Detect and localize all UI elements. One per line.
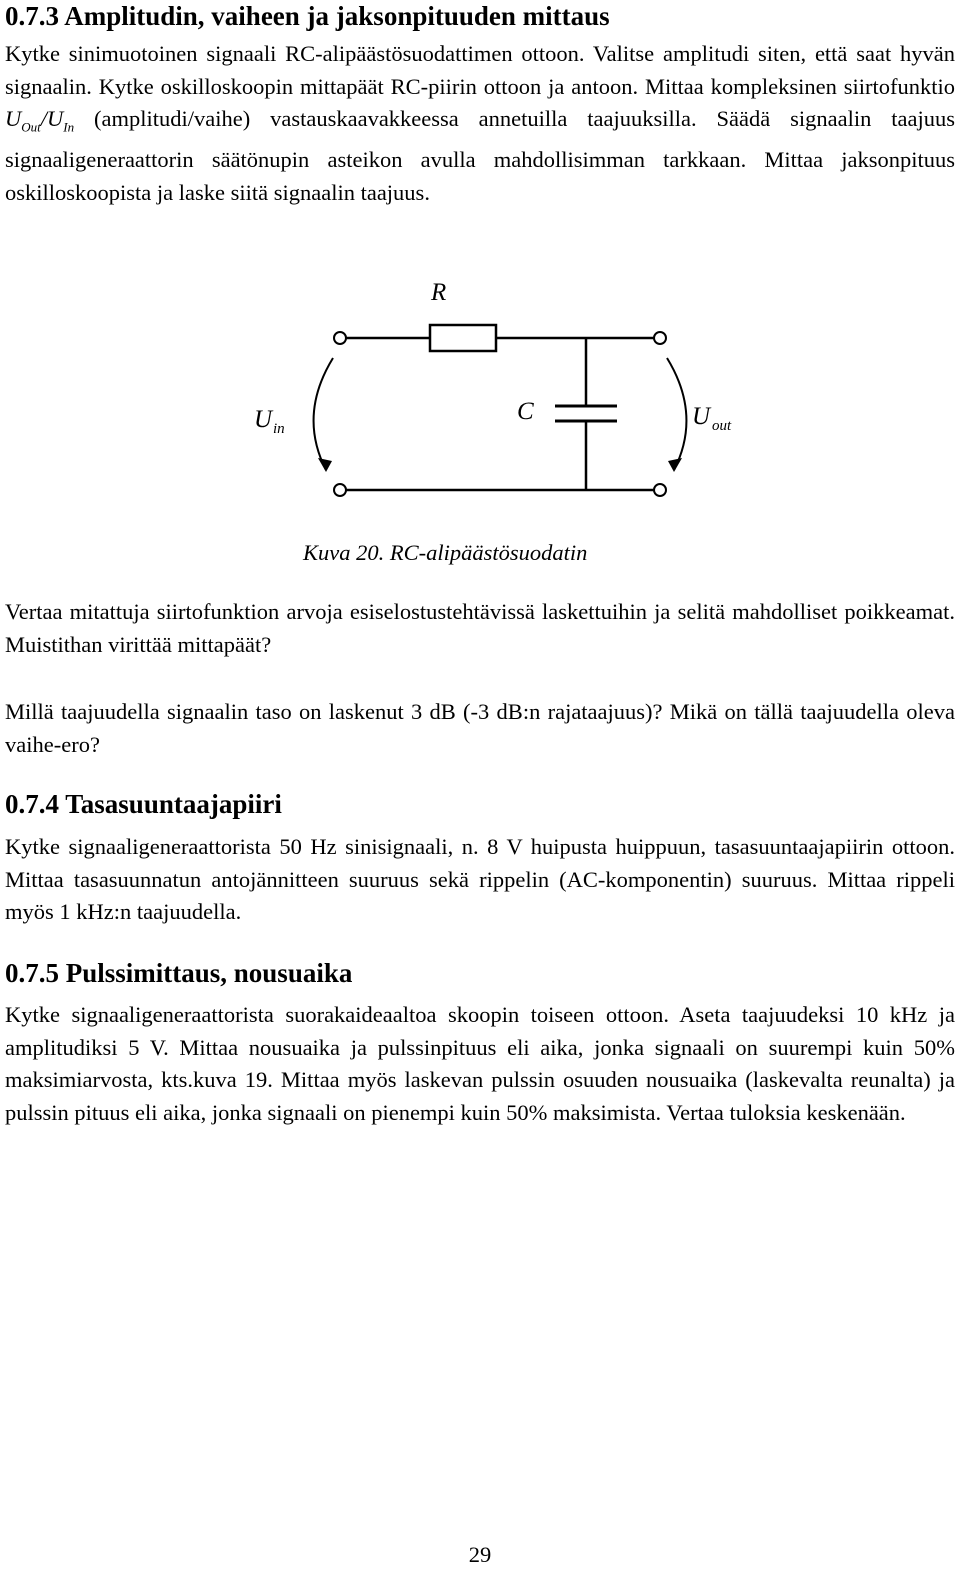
page-number: 29 (468, 1542, 492, 1567)
section-0-7-3-paragraph (5, 38, 955, 209)
figure-caption: Kuva 20. RC-alipäästösuodatin (303, 540, 588, 565)
formula-u-in: U (47, 106, 64, 132)
input-voltage-label: U (254, 406, 273, 433)
output-voltage-label: U (692, 403, 711, 430)
section-heading-0-7-5: 0.7.5 Pulssimittaus, nousuaika (5, 958, 353, 988)
resistor-label: R (431, 279, 447, 306)
terminal-in-bottom (334, 484, 346, 496)
input-voltage-subscript: in (273, 421, 285, 437)
section-heading-0-7-4: 0.7.4 Tasasuuntaajapiiri (5, 789, 282, 819)
terminal-in-top (334, 332, 346, 344)
transfer-function-formula (5, 106, 75, 135)
section-0-7-4-paragraph: Kytke signaaligeneraattorista 50 Hz sinisignaali, n. 8 V huipusta huippuun, tasasuuntaajapiirin ottoon. Mittaa tasasuunnatun antojännitteen suuruus sekä rippelin (AC-komponentin) suuruus. Mittaa rippeli myös 1 kHz:n taajuudella. (5, 834, 955, 925)
formula-sub-in: In (63, 119, 75, 135)
paragraph-cutoff-frequency: Millä taajuudella signaalin taso on laskenut 3 dB (-3 dB:n rajataajuus)? Mikä on tällä taajuudella oleva vaihe-ero? (5, 699, 955, 757)
resistor-symbol (430, 325, 496, 351)
section-heading-0-7-3: 0.7.3 Amplitudin, vaiheen ja jaksonpituuden mittaus (5, 1, 610, 31)
section-0-7-5-paragraph: Kytke signaaligeneraattorista suorakaideaaltoa skoopin toiseen ottoon. Aseta taajuudeksi 10 kHz ja amplitudiksi 5 V. Mittaa nousuaika ja pulssinpituus eli aika, jonka signaali on suurempi kuin 50% maksimiarvosta, kts.kuva 19. Mittaa myös laskevan pulssin osuuden nousuaika (laskevalta reunalta) ja pulssin pituus eli aika, jonka signaali on pienempi kuin 50% maksimista. Vertaa tuloksia keskenään. (5, 1002, 955, 1125)
capacitor-label: C (517, 398, 534, 425)
formula-slash: / (40, 106, 48, 132)
output-voltage-arc (667, 358, 686, 470)
formula-u-out: U (5, 106, 22, 132)
rc-lowpass-circuit-diagram (240, 270, 760, 510)
input-voltage-arc (314, 358, 333, 470)
output-voltage-subscript: out (712, 418, 732, 434)
paragraph-text-after-formula: (amplitudi/vaihe) vastauskaavakkeessa annetuilla taajuuksilla. Säädä signaalin taajuus signaaligeneraattorin säätönupin asteikon avulla mahdollisimman tarkkaan. Mittaa jaksonpituus oskilloskoopista ja laske siitä signaalin taajuus. (5, 106, 955, 205)
terminal-out-bottom (654, 484, 666, 496)
paragraph-text-before-formula: Kytke sinimuotoinen signaali RC-alipäästösuodattimen ottoon. Valitse amplitudi siten, että saat hyvän signaalin. Kytke oskilloskoopin mittapäät RC-piirin ottoon ja antoon. Mittaa kompleksinen siirtofunktio (5, 41, 955, 99)
input-voltage-arrowhead (318, 458, 332, 472)
terminal-out-top (654, 332, 666, 344)
formula-sub-out: Out (21, 119, 41, 135)
paragraph-compare-results: Vertaa mitattuja siirtofunktion arvoja esiselostustehtävissä laskettuihin ja selitä mahdolliset poikkeamat. Muistithan virittää mittapäät? (5, 599, 955, 657)
output-voltage-arrowhead (668, 458, 682, 472)
